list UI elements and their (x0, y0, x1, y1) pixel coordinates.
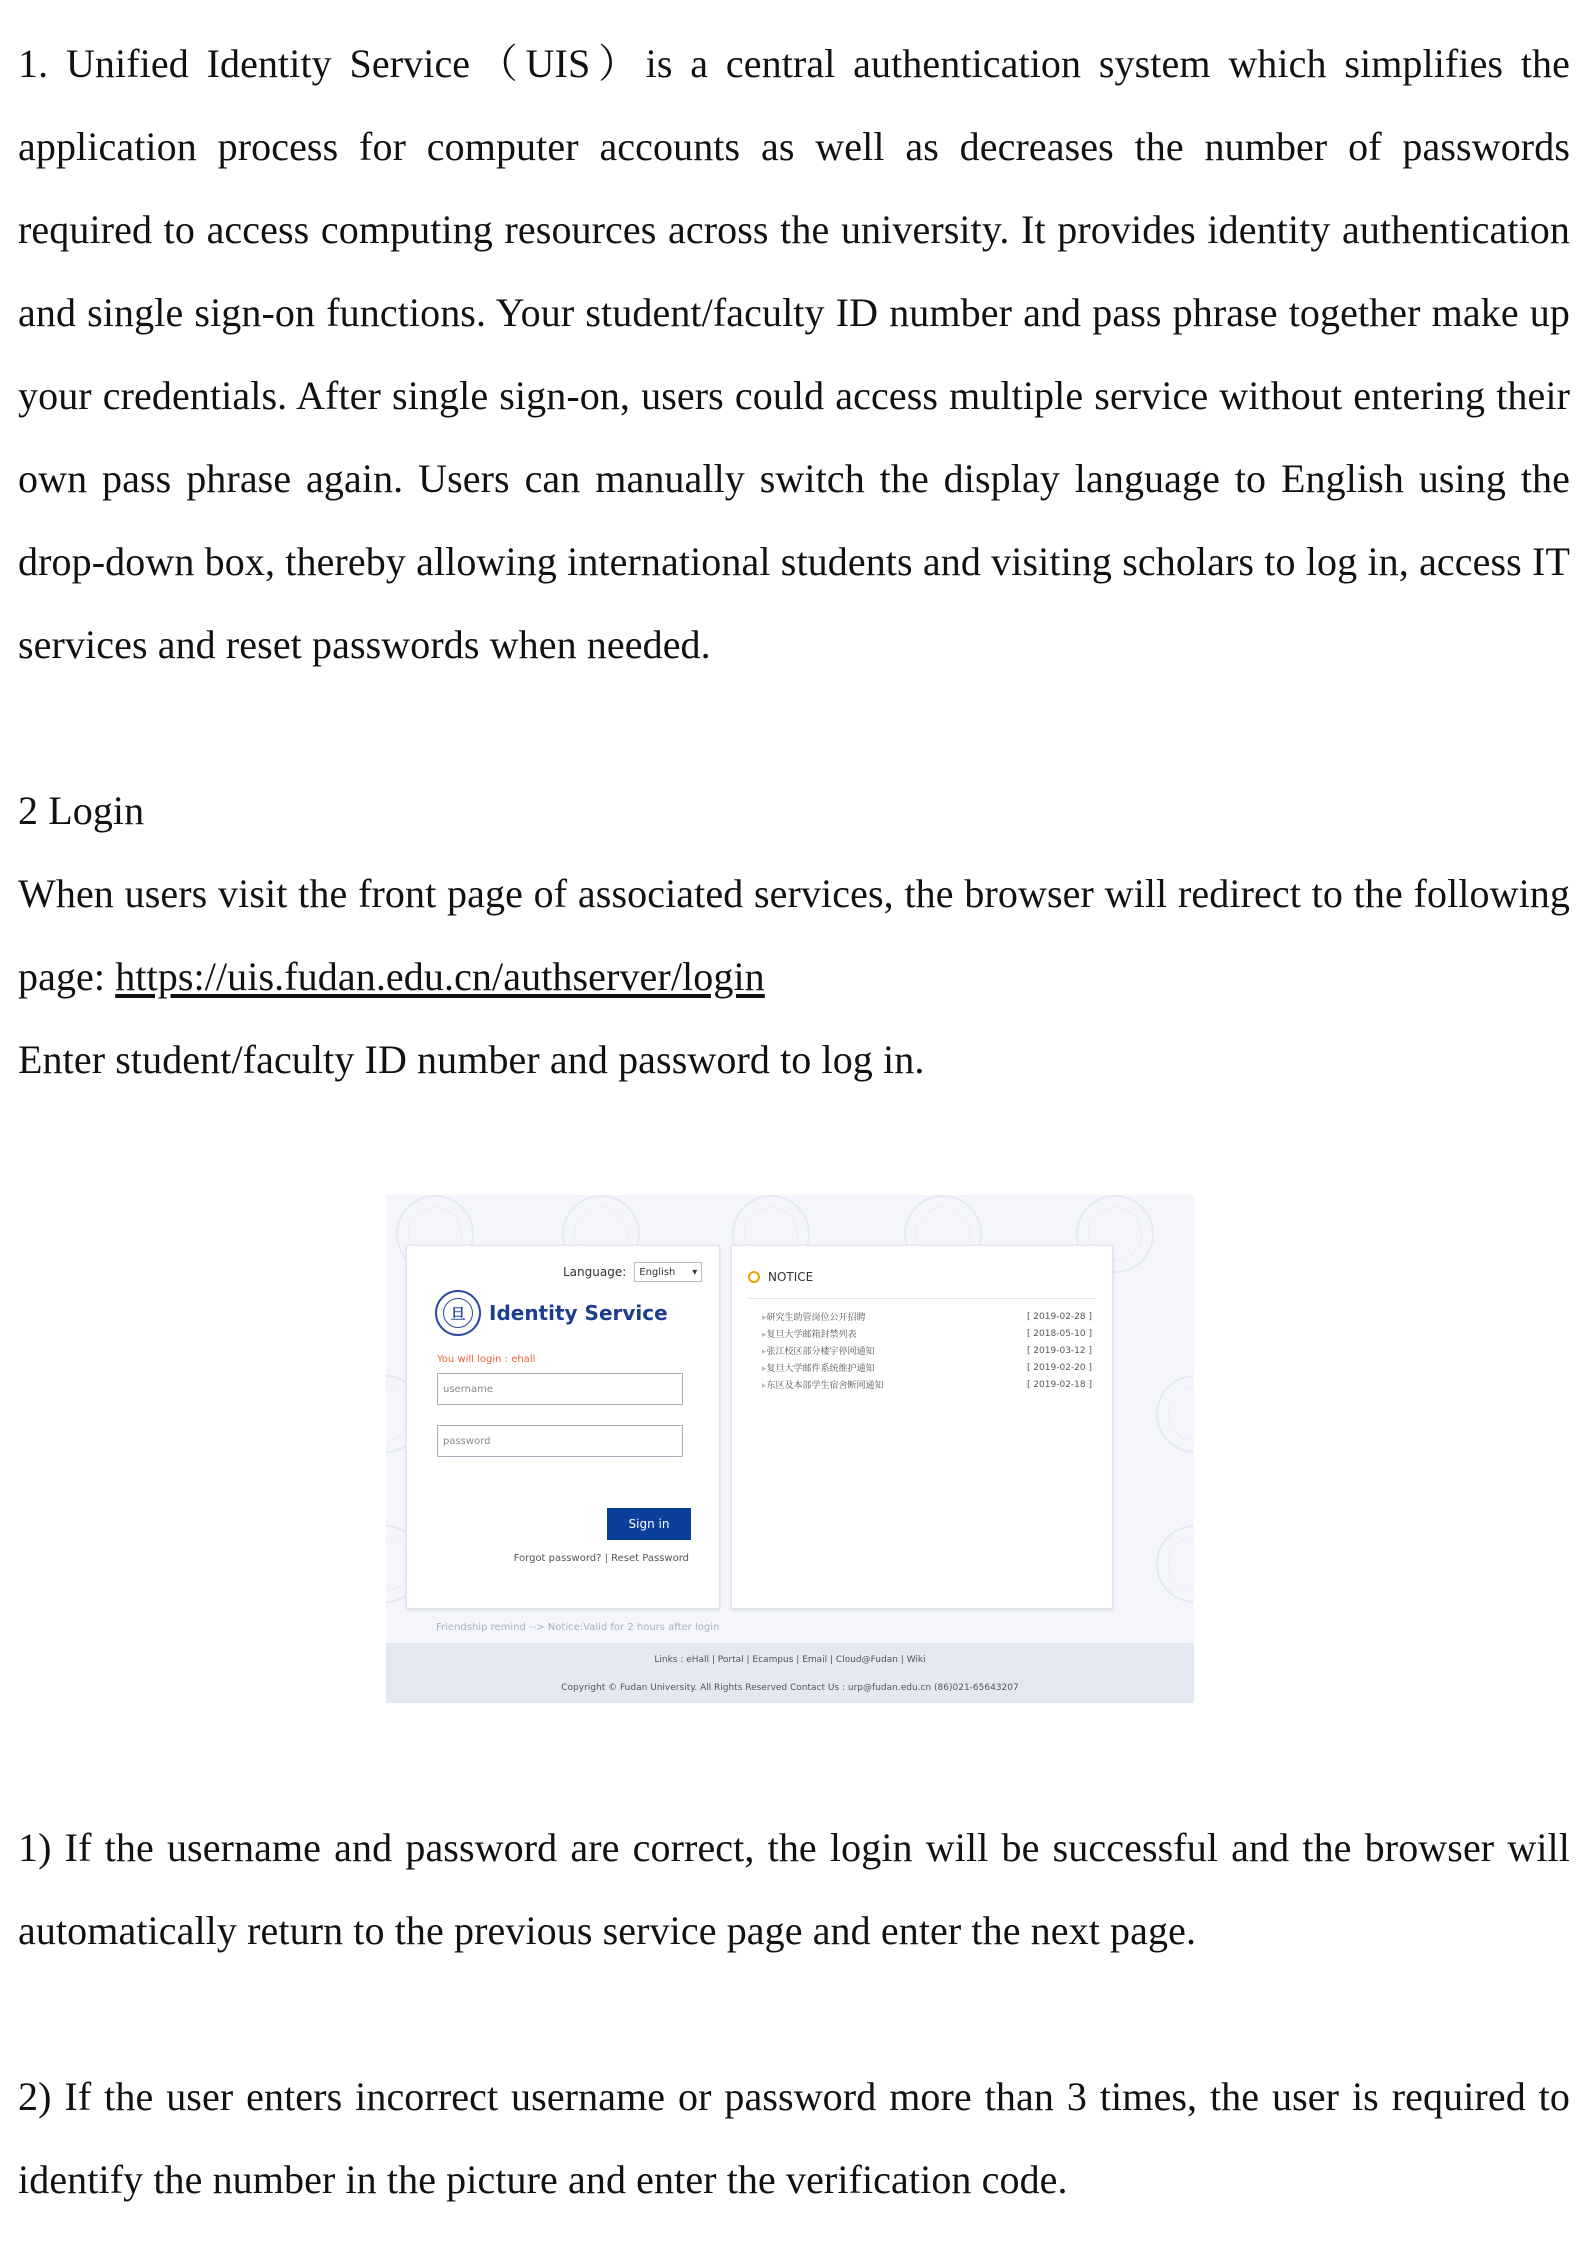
result-item-2: 2) If the user enters incorrect username or password more than 3 times, the user is required to identify the number in the picture and enter the verification code. (18, 2074, 1570, 2202)
divider (748, 1298, 1096, 1299)
notice-title-text: ▸ 复旦大学邮箱封禁列表 (762, 1327, 857, 1340)
notice-date: [ 2019-02-28 ] (1026, 1311, 1092, 1322)
language-row (563, 1262, 702, 1282)
seal-watermark (1156, 1525, 1194, 1603)
notice-title-text: ▸ 张江校区部分楼宇停网通知 (762, 1344, 875, 1357)
notice-date: [ 2019-02-18 ] (1026, 1379, 1092, 1390)
language-select[interactable] (634, 1262, 702, 1282)
login-text: When users visit the front page of associated services, the browser will redirect to the following page: (18, 871, 1570, 999)
language-label: Language: (563, 1265, 627, 1279)
result-item-1: 1) If the username and password are correct, the login will be successful and the browser will automatically return to the previous service page and enter the next page. (18, 1825, 1570, 1953)
brand-title: Identity Service (489, 1301, 668, 1325)
notice-panel (731, 1245, 1113, 1609)
seal-text: 旦 (450, 1304, 466, 1323)
friendship-remind: Friendship remind --> Notice:Valid for 2 hours after login (436, 1622, 720, 1633)
notice-item[interactable] (762, 1308, 1092, 1325)
notice-header (748, 1270, 813, 1284)
language-value: English (639, 1266, 676, 1278)
notice-date: [ 2019-02-20 ] (1026, 1362, 1092, 1373)
username-input[interactable]: username (437, 1373, 683, 1405)
footer-links[interactable]: Links : eHall | Portal | Ecampus | Email | Cloud@Fudan | Wiki (654, 1655, 926, 1665)
notice-title-text: ▸ 复旦大学邮件系统维护通知 (762, 1361, 875, 1374)
login-url-link[interactable]: https://uis.fudan.edu.cn/authserver/login (115, 954, 765, 999)
notice-list (762, 1308, 1092, 1393)
login-panel (406, 1245, 720, 1609)
seal-watermark (1156, 1375, 1194, 1453)
brand (435, 1290, 668, 1336)
login-hint: You will login : ehall (437, 1354, 536, 1365)
notice-item[interactable] (762, 1359, 1092, 1376)
spacer (18, 1972, 1570, 2055)
notice-title-text: ▸ 东区及本部学生宿舍断网通知 (762, 1378, 884, 1391)
notice-title: NOTICE (768, 1270, 814, 1284)
document-body-lower (18, 1806, 1570, 2221)
login-instruction: Enter student/faculty ID number and password to log in. (18, 1037, 925, 1082)
notice-dot-icon (748, 1271, 760, 1283)
university-seal-icon (435, 1290, 481, 1336)
sign-in-button[interactable]: Sign in (607, 1508, 691, 1540)
caret-down-icon: ▾ (692, 1266, 698, 1278)
footer (386, 1643, 1194, 1703)
login-page-screenshot (386, 1195, 1194, 1703)
password-input[interactable]: password (437, 1425, 683, 1457)
notice-date: [ 2019-03-12 ] (1026, 1345, 1092, 1356)
login-paragraph (18, 852, 1570, 1018)
notice-item[interactable] (762, 1342, 1092, 1359)
intro-paragraph: 1. Unified Identity Service（UIS）is a central authentication system which simplifies the application process for computer accounts as well as decreases the number of passwords required to access computing resources across the university. It provides identity authentication and single sign-on functions. Your student/faculty ID number and pass phrase together make up your credentials. After single sign-on, users could access multiple service without entering their own pass phrase again. Users can manually switch the display language to English using the drop-down box, thereby allowing international students and visiting scholars to log in, access IT services and reset passwords when needed. (18, 41, 1570, 667)
footer-copyright: Copyright © Fudan University. All Rights Reserved Contact Us : urp@fudan.edu.cn (86)021-65643207 (561, 1683, 1019, 1693)
login-heading: 2 Login (18, 788, 145, 833)
spacer (18, 686, 1570, 769)
notice-title-text: ▸ 研究生助管岗位公开招聘 (762, 1310, 866, 1323)
notice-item[interactable] (762, 1325, 1092, 1342)
notice-date: [ 2018-05-10 ] (1026, 1328, 1092, 1339)
document-body (18, 22, 1570, 1101)
notice-item[interactable] (762, 1376, 1092, 1393)
forgot-reset-links[interactable]: Forgot password? | Reset Password (513, 1553, 689, 1564)
